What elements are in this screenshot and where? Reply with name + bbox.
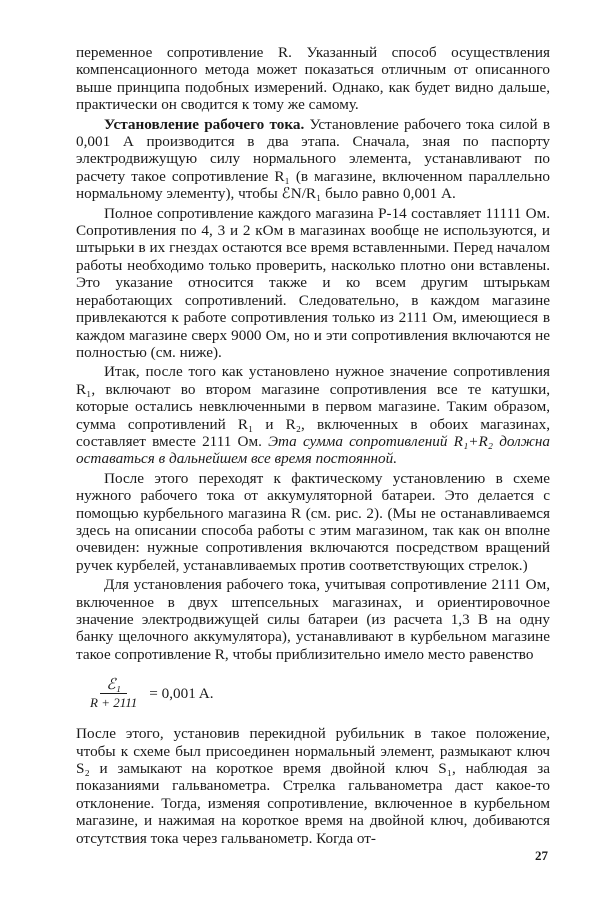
section-heading: Установление рабочего тока.: [104, 115, 305, 133]
paragraph-working-current: [76, 116, 550, 203]
emphasis-text: Эта сумма сопротивлений R₁+R₂ должна оставаться в дальнейшем все время постоянной.: [76, 432, 550, 468]
equation-fraction: [84, 677, 143, 711]
paragraph-text: Итак, после того как установлено нужное значение сопротивления R₁, включают во втором магазине сопротивления все те катушки, которые остались невключенными в первом магазине. Таким образом, сумма сопротивлений R₁ и R₂, включенных в обоих магазинах, составляет вместе 2111 Ом.: [76, 363, 550, 450]
paragraph-magazine-resistance: Полное сопротивление каждого магазина Р-14 составляет 11111 Ом. Сопротивления по 4, 3 и 2 кОм в магазинах вообще не используются, и штырьки в их гнездах остаются все время вставленными. Перед началом работы необходимо только проверить, насколько плотно они вставлены. Это указание относится также и ко всем другим штырькам неработающих сопротивлений. Следовательно, в каждом магазине привлекаются к работе сопротивления только из 2111 Ом, имеющиеся в каждом магазине сверх 9000 Ом, но и эти сопротивления включаются не полностью (см. ниже).: [76, 204, 550, 361]
equation-denominator: R + 2111: [90, 695, 138, 711]
equation-rhs: = 0,001 A.: [149, 685, 214, 703]
page-number: 27: [535, 848, 548, 863]
paragraph-continuation: переменное сопротивление R. Указанный способ осуществления компенсационного метода может показаться отличным от описанного выше принципа подобных измерений. Однако, как будет видно дальше, практически он сводится к тому же самому.: [76, 44, 550, 114]
paragraph-galvanometer: После этого, установив перекидной рубильник в такое положение, чтобы к схеме был присоединен нормальный элемент, размыкают ключ S₂ и замыкают на короткое время двойной ключ S₁, наблюдая за показаниями гальванометра. Стрелка гальванометра даст какое-то отклонение. Тогда, изменяя сопротивление, включенное в курбельном магазине, и нажимая на короткое время на двойной ключ, добиваются отсутствия тока через гальванометр. Когда от-: [76, 725, 550, 847]
current-equation: [84, 677, 550, 711]
paragraph-second-magazine: [76, 363, 550, 467]
paragraph-battery-current: После этого переходят к фактическому установлению в схеме нужного рабочего тока от аккумуляторной батареи. Это делается с помощью курбельного магазина R (см. рис. 2). (Мы не останавливаемся здесь на описании способа работы с этим магазином, так как он вполне очевиден: нужные сопротивления включаются посредством вращений ручек курбелей, устанавливаемых против соответствующих стрелок.): [76, 469, 550, 574]
paragraph-text: Установление рабочего тока силой в 0,001 А производится в два этапа. Сначала, зная по паспорту электродвижущую силу нормального элемента, устанавливают по расчету такое сопротивление R₁ (в магазине, включенном параллельно нормальному элементу), чтобы ℰN/R₁ было равно 0,001 А.: [76, 115, 550, 203]
equation-numerator: ℰ₁: [100, 677, 126, 694]
paragraph-set-current: Для установления рабочего тока, учитывая сопротивление 2111 Ом, включенное в двух штепсельных магазинах, и ориентировочное значение электродвижущей силы батареи (из расчета 1,3 В на одну банку щелочного аккумулятора), устанавливают в курбельном магазине такое сопротивление R, чтобы приблизительно имело место равенство: [76, 576, 550, 663]
